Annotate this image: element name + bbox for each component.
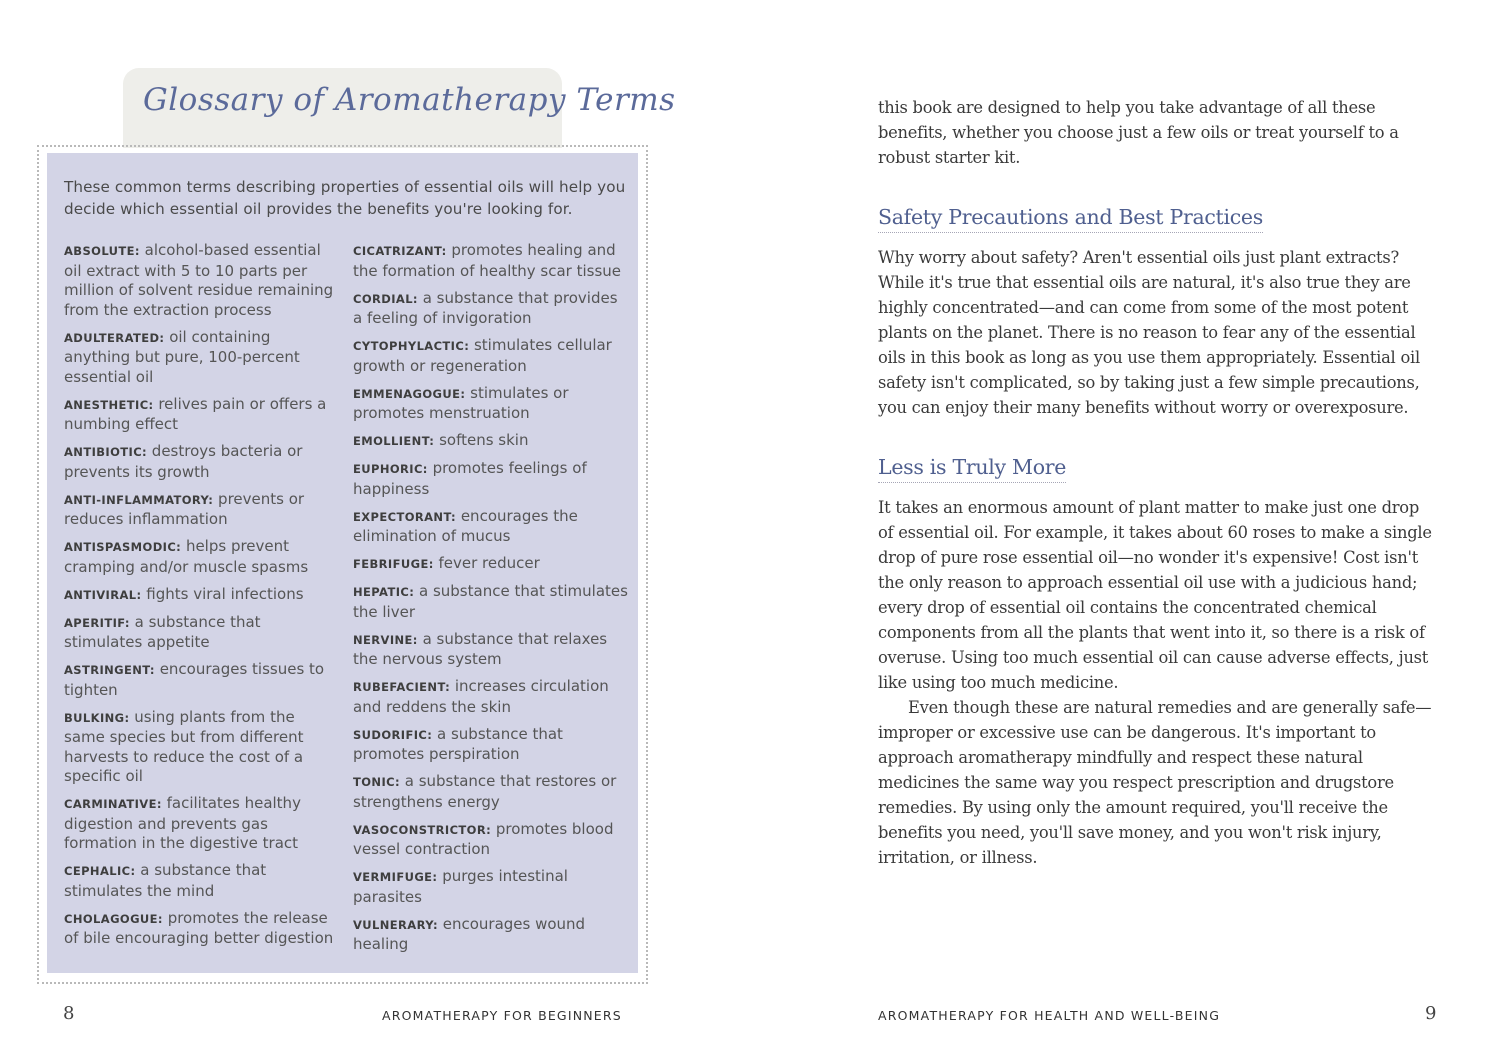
glossary-entry (64, 585, 339, 606)
glossary-entry (353, 772, 628, 812)
glossary-entry (64, 794, 339, 854)
glossary-entry (353, 582, 628, 622)
glossary-term: CEPHALIC: (64, 864, 136, 878)
glossary-definition: promotes blood vessel contraction (353, 819, 614, 858)
glossary-entry (64, 708, 339, 787)
glossary-term: APERITIF: (64, 615, 130, 630)
safety-paragraph: Why worry about safety? Aren't essential oils just plant extracts? While it's true that essential oils are natural, it's also true they are highly concentrated—and can come from some of the most potent plants on the planet. There is no reason to fear any of the essential oils in this book as long as you use them appropriately. Essential oil safety isn't complicated, so by taking just a few simple precautions, you can enjoy their many benefits without worry or overexposure. (878, 248, 1420, 417)
glossary-definition: promotes feelings of happiness (353, 459, 587, 498)
glossary-column-right (353, 241, 628, 962)
glossary-term: FEBRIFUGE: (353, 557, 434, 571)
glossary-term: EMOLLIENT: (353, 434, 435, 448)
glossary-definition: encourages wound healing (353, 914, 586, 953)
glossary-definition: a substance that stimulates appetite (64, 612, 261, 651)
glossary-definition: purges intestinal parasites (353, 867, 568, 906)
glossary-entry (353, 384, 628, 424)
glossary-entry (353, 915, 628, 955)
heading-safety-precautions: Safety Precautions and Best Practices (878, 205, 1263, 233)
glossary-definition: stimulates or promotes menstruation (353, 383, 569, 422)
glossary-term: HEPATIC: (353, 585, 415, 599)
glossary-panel (47, 153, 638, 973)
glossary-term: VERMIFUGE: (353, 870, 438, 884)
page-number-right: 9 (1425, 1003, 1437, 1024)
glossary-term: ASTRINGENT: (64, 663, 155, 677)
glossary-term: CARMINATIVE: (64, 797, 162, 811)
glossary-entry (64, 909, 339, 949)
glossary-definition: oil containing anything but pure, 100-percent essential oil (64, 327, 300, 386)
glossary-title-tab (123, 68, 676, 148)
glossary-entry (64, 537, 339, 577)
glossary-term: ANESTHETIC: (64, 397, 154, 412)
glossary-definition: stimulates cellular growth or regeneration (353, 336, 612, 375)
glossary-definition: encourages the elimination of mucus (353, 506, 578, 545)
glossary-definition: a substance that promotes perspiration (353, 724, 563, 763)
right-page (750, 0, 1500, 1064)
glossary-entry (353, 507, 628, 547)
glossary-definition: helps prevent cramping and/or muscle spasms (64, 537, 309, 576)
glossary-term: CHOLAGOGUE: (64, 911, 163, 926)
glossary-definition: fever reducer (433, 554, 540, 572)
glossary-entry (353, 289, 628, 329)
glossary-title: Glossary of Aromatherapy Terms (143, 82, 676, 118)
glossary-definition: a substance that restores or strengthens energy (353, 772, 617, 811)
glossary-term: ANTIVIRAL: (64, 587, 142, 602)
glossary-definition: alcohol-based essential oil extract with 5 to 10 parts per million of solvent residue remaining from the extraction process (64, 241, 334, 319)
glossary-definition: a substance that stimulates the liver (353, 582, 628, 621)
heading-less-is-more: Less is Truly More (878, 455, 1066, 483)
glossary-term: BULKING: (64, 710, 130, 725)
less-paragraph-2: Even though these are natural remedies and are generally safe—improper or excessive use can be dangerous. It's important to approach aromatherapy mindfully and respect these natural medicines the same way you respect prescription and drugstore remedies. By using only the amount required, you'll receive the benefits you need, you'll save money, and you won't risk injury, irritation, or illness. (878, 698, 1432, 867)
glossary-entry (64, 861, 339, 901)
page-number-left: 8 (63, 1003, 75, 1024)
glossary-entry (353, 554, 628, 575)
glossary-entry (64, 490, 339, 530)
continuation-paragraph: this book are designed to help you take advantage of all these benefits, whether you choose just a few oils or treat yourself to a robust starter kit. (878, 98, 1399, 167)
glossary-entry (64, 442, 339, 482)
glossary-entry (353, 867, 628, 907)
glossary-term: VASOCONSTRICTOR: (353, 822, 492, 837)
glossary-term: ANTI-INFLAMMATORY: (64, 492, 214, 507)
glossary-column-left (64, 241, 339, 956)
glossary-entry (353, 677, 628, 717)
glossary-definition: increases circulation and reddens the skin (353, 677, 609, 716)
glossary-term: ANTISPASMODIC: (64, 540, 182, 554)
glossary-term: EUPHORIC: (353, 462, 428, 476)
glossary-entry (64, 395, 339, 435)
glossary-entry (64, 660, 339, 700)
glossary-term: VULNERARY: (353, 917, 438, 932)
glossary-entry (64, 241, 339, 320)
glossary-term: EXPECTORANT: (353, 509, 457, 524)
glossary-term: RUBEFACIENT: (353, 680, 451, 694)
glossary-term: EMMENAGOGUE: (353, 386, 466, 401)
glossary-definition: promotes the release of bile encouraging better digestion (64, 908, 334, 947)
glossary-entry (353, 459, 628, 499)
glossary-term: ANTIBIOTIC: (64, 445, 148, 459)
less-paragraph-1: It takes an enormous amount of plant matter to make just one drop of essential oil. For example, it takes about 60 roses to make a single drop of pure rose essential oil—no wonder it's expensive! Cost isn't the only reason to approach essential oil use with a judicious hand; every drop of essential oil contains the concentrated chemical components from all the plants that went into it, so there is a risk of overuse. Using too much essential oil can cause adverse effects, just like using too much medicine. (878, 498, 1432, 692)
glossary-definition: softens skin (434, 431, 529, 449)
glossary-entry (64, 613, 339, 653)
glossary-definition: relives pain or offers a numbing effect (64, 394, 327, 433)
glossary-intro: These common terms describing properties of essential oils will help you decide which essential oil provides the benefits you're looking for. (64, 178, 626, 218)
glossary-entry (353, 336, 628, 376)
glossary-term: ABSOLUTE: (64, 244, 140, 258)
glossary-term: TONIC: (353, 775, 400, 789)
glossary-definition: a substance that relaxes the nervous system (353, 629, 608, 668)
running-head-right: AROMATHERAPY FOR HEALTH AND WELL-BEING (878, 1008, 1221, 1023)
glossary-term: ADULTERATED: (64, 330, 165, 345)
glossary-definition: facilitates healthy digestion and prevents gas formation in the digestive tract (64, 794, 301, 852)
glossary-definition: fights viral infections (141, 584, 304, 603)
glossary-definition: using plants from the same species but from different harvests to reduce the cost of a specific oil (64, 707, 304, 785)
glossary-entry (353, 820, 628, 860)
glossary-definition: destroys bacteria or prevents its growth (64, 442, 303, 481)
glossary-entry (353, 725, 628, 765)
glossary-definition: prevents or reduces inflammation (64, 489, 305, 528)
glossary-entry (353, 431, 628, 452)
glossary-entry (64, 328, 339, 388)
glossary-definition: a substance that provides a feeling of invigoration (353, 288, 618, 327)
running-head-left: AROMATHERAPY FOR BEGINNERS (382, 1008, 622, 1023)
glossary-definition: encourages tissues to tighten (64, 660, 325, 699)
glossary-term: CORDIAL: (353, 291, 418, 306)
glossary-definition: a substance that stimulates the mind (64, 861, 267, 900)
glossary-entry (353, 241, 628, 281)
glossary-term: NERVINE: (353, 632, 418, 647)
glossary-term: CYTOPHYLACTIC: (353, 339, 470, 353)
glossary-entry (353, 630, 628, 670)
glossary-term: CICATRIZANT: (353, 244, 447, 258)
glossary-definition: promotes healing and the formation of healthy scar tissue (353, 241, 622, 280)
glossary-term: SUDORIFIC: (353, 727, 433, 742)
